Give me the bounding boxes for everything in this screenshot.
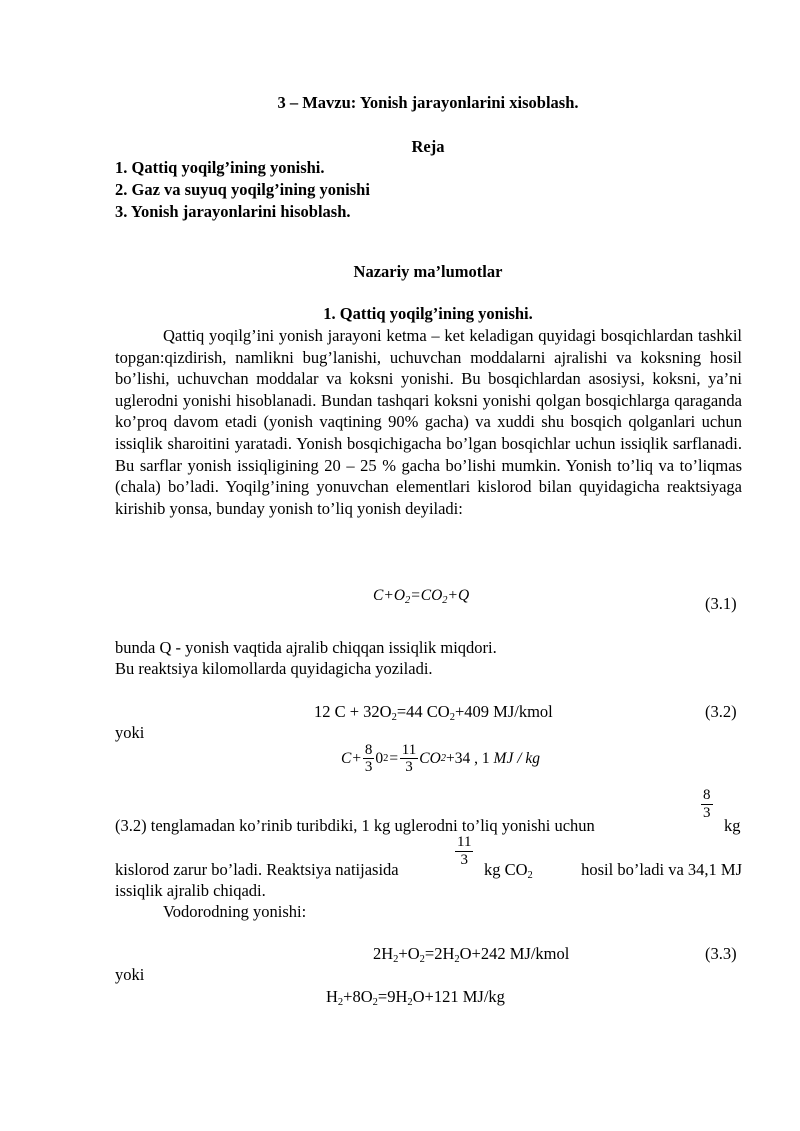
text-yoki: yoki bbox=[115, 723, 145, 742]
plan-heading: Reja bbox=[411, 137, 445, 156]
equation-3-2-per-kg: C + $\frac{8}{3}$ 0 2 = $\frac{11}{3}$ CO 2 +34 , 1 MJ / kg bbox=[341, 742, 541, 775]
equation-3-2: 12 $C + 32O_2=44$ $CO_2+409$ MJ/kmol bbox=[314, 702, 553, 723]
equation-3-3-per-kg: $H_2+8O_2=9H_2O+121$ MJ/kg bbox=[326, 987, 505, 1008]
text-line: (3.2) tenglamadan ko’rinib turibdiki, 1 kg uglerodni to’liq yonishi uchun bbox=[115, 816, 595, 835]
paragraph-text: Qattiq yoqilg’ini yonish jarayoni ketma – ket keladigan quyidagi bosqichlardan tashkil topgan:qizdirish, namlikni bug’lanishi, uchuvchan moddalarni ajralishi va koksning hosil bo’lishi, uchuvchan moddalar va koksni yonishi. Bu bosqichlardan asosiysi, koksni, ya’ni uglerodni yonishi hisoblanadi. Bundan tashqari koksni yonishi qolgan bosqichlarga qaraganda ko’proq davom etadi (yonish vaqtining 90% gacha) va xuddi shu bosqich qolganlari uchun issiqlik sharoitini yaratadi. Yonish bosqichigacha bo’lgan bosqichlar uchun issiqlik sarflanadi. Bu sarflar yonish issiqligining 20 – 25 % gacha bo’lishi mumkin. Yonish to’liq va to’liqmas (chala) bo’ladi. Yoqilg’ining yonuvchan elementlari kislorod bilan quyidagicha reaktsiyaga kirishib yonsa, bunday yonish to’liq yonish deyiladi: bbox=[115, 326, 742, 518]
equation-3-1: $C+O_2=CO_2+Q$ bbox=[373, 587, 470, 606]
equation-number-3-3: (3.3) bbox=[705, 944, 737, 963]
text-line: kg $CO_2$ bbox=[484, 860, 533, 881]
fraction: $\frac{8}{3}$ bbox=[364, 742, 373, 775]
text-line: Bu reaktsiya kilomollarda quyidagicha yoziladi. bbox=[115, 659, 433, 678]
text-line: issiqlik ajralib chiqadi. bbox=[115, 881, 266, 900]
text-line: kislorod zarur bo’ladi. Reaktsiya natijasida bbox=[115, 860, 399, 879]
section-heading: 1. Qattiq yoqilg’ining yonishi. bbox=[323, 304, 533, 323]
text-line: hosil bo’ladi va 34,1 MJ bbox=[581, 860, 742, 879]
equation-number-3-1: (3.1) bbox=[705, 594, 737, 613]
unit-kg: kg bbox=[724, 816, 741, 835]
plan-item-3: 3. Yonish jarayonlarini hisoblash. bbox=[115, 202, 351, 221]
text-line: bunda Q - yonish vaqtida ajralib chiqqan issiqlik miqdori. bbox=[115, 638, 497, 657]
plan-item-2: 2. Gaz va suyuq yoqilg’ining yonishi bbox=[115, 180, 370, 199]
fraction: $\frac{11}{3}$ bbox=[401, 742, 417, 775]
equation-3-3: $2H_2+O_2=2H_2O+242$ MJ/kmol bbox=[373, 944, 570, 965]
equation-number-3-2: (3.2) bbox=[705, 702, 737, 721]
plan-item-1: 1. Qattiq yoqilg’ining yonishi. bbox=[115, 158, 325, 177]
theory-heading: Nazariy ma’lumotlar bbox=[353, 262, 503, 281]
fraction: 11 3 bbox=[457, 834, 472, 868]
paragraph-combustion-stages bbox=[115, 325, 742, 519]
fraction: 8 3 bbox=[703, 787, 711, 821]
hydrogen-heading: Vodorodning yonishi: bbox=[163, 902, 307, 921]
page-title: 3 – Mavzu: Yonish jarayonlarini xisoblash. bbox=[277, 93, 579, 112]
text-yoki: yoki bbox=[115, 965, 145, 984]
